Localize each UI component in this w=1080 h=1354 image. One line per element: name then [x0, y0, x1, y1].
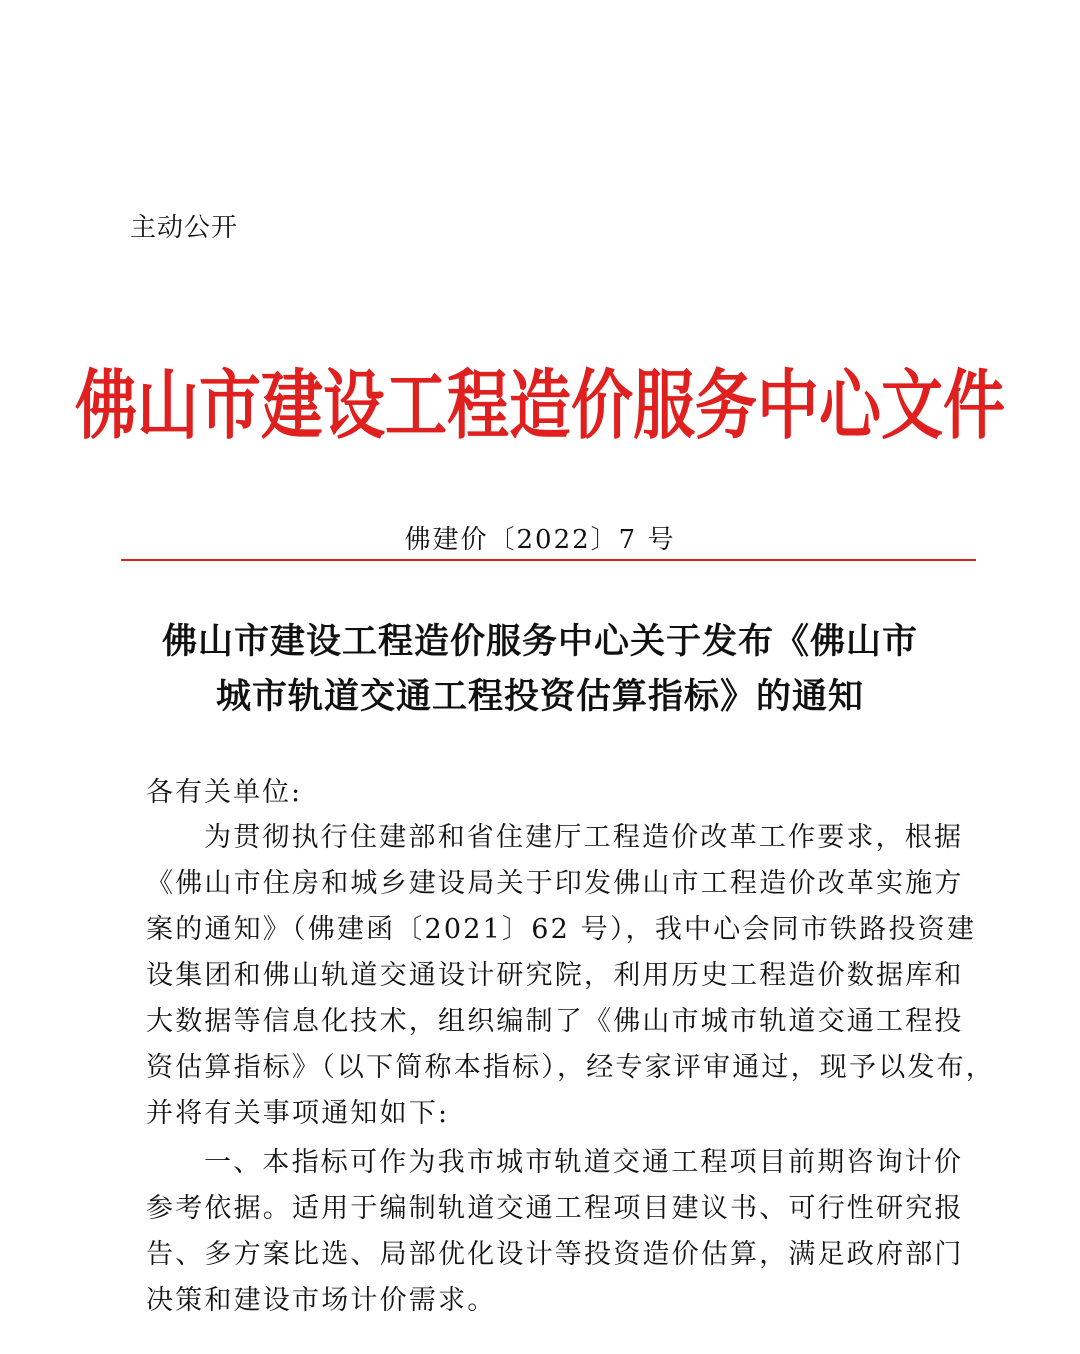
paragraph-1-line: 《佛山市住房和城乡建设局关于印发佛山市工程造价改革实施方 — [146, 868, 964, 899]
paragraph-2-line: 参考依据。适用于编制轨道交通工程项目建议书、可行性研究报 — [146, 1193, 964, 1224]
document-number: 佛建价〔2022〕7 号 — [404, 525, 676, 555]
notice-title-line-2: 城市轨道交通工程投资估算指标》的通知 — [215, 676, 864, 717]
salutation: 各有关单位: — [146, 777, 303, 808]
notice-title — [100, 614, 980, 724]
paragraph-1-line: 资估算指标》（以下简称本指标），经专家评审通过，现予以发布， — [146, 1052, 995, 1083]
paragraph-1-line: 并将有关事项通知如下: — [146, 1098, 450, 1129]
red-divider-line — [121, 559, 976, 561]
disclosure-label: 主动公开 — [130, 213, 239, 243]
paragraph-1-line: 为贯彻执行住建部和省住建厅工程造价改革工作要求，根据 — [204, 822, 964, 853]
notice-body — [146, 815, 995, 1324]
paragraph-1-line: 设集团和佛山轨道交通设计研究院，利用历史工程造价数据库和 — [146, 960, 964, 991]
paragraph-1-line: 大数据等信息化技术，组织编制了《佛山市城市轨道交通工程投 — [146, 1006, 964, 1037]
paragraph-2-line: 告、多方案比选、局部优化设计等投资造价估算，满足政府部门 — [146, 1239, 964, 1270]
paragraph-1-line: 案的通知》（佛建函〔2021〕62 号），我中心会同市铁路投资建 — [146, 914, 977, 945]
paragraph-2-line: 一、本指标可作为我市城市轨道交通工程项目前期咨询计价 — [204, 1147, 964, 1178]
document-masthead: 佛山市建设工程造价服务中心文件 — [74, 360, 1005, 450]
notice-title-line-1: 佛山市建设工程造价服务中心关于发布《佛山市 — [161, 621, 918, 662]
paragraph-2-line: 决策和建设市场计价需求。 — [146, 1285, 497, 1316]
